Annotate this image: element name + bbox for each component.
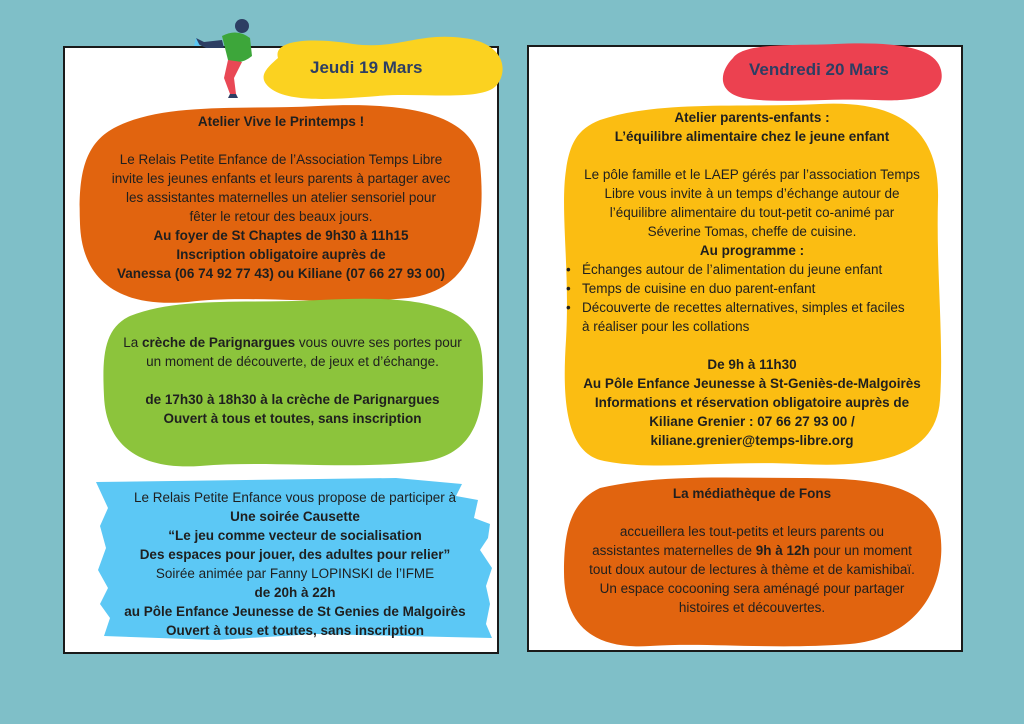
printemps-body-line: les assistantes maternelles un atelier sensoriel pour [126, 190, 436, 205]
printemps-workshop-blob [78, 104, 484, 304]
parents-workshop-title: Atelier parents-enfants : [674, 110, 830, 125]
soiree-open: Ouvert à tous et toutes, sans inscription [165, 623, 425, 638]
creche-rest: vous ouvre ses portes pour [295, 335, 462, 350]
programme-item: • Échanges autour de l’alimentation du jeune enfant [560, 260, 944, 279]
parents-contact: Kiliane Grenier : 07 66 27 93 00 / [649, 414, 855, 429]
printemps-body-line: invite les jeunes enfants et leurs parents à partager avec [111, 171, 451, 186]
thursday-date: Jeudi 19 Mars [310, 58, 423, 77]
printemps-body-line: fêter le retour des beaux jours. [189, 209, 373, 224]
soiree-quote-line: “Le jeu comme vecteur de socialisation [168, 528, 422, 543]
friday-date-blob [715, 40, 945, 104]
mediatheque-line2a: assistantes maternelles de [592, 543, 756, 558]
mediatheque-line: accueillera les tout-petits et leurs parents ou [619, 524, 885, 539]
printemps-body-line: Le Relais Petite Enfance de l’Association Temps Libre [119, 152, 443, 167]
parents-info: Informations et réservation obligatoire auprès de [594, 395, 910, 410]
creche-blob [100, 296, 485, 468]
programme-label: Au programme : [699, 243, 805, 258]
programme-item-continued: à réaliser pour les collations [582, 319, 750, 334]
creche-lead: La [123, 335, 143, 350]
programme-list [560, 260, 944, 317]
soiree-host: Soirée animée par Fanny LOPINSKI de l’IFME [155, 566, 435, 581]
programme-item: • Temps de cuisine en duo parent-enfant [560, 279, 944, 298]
mediatheque-blob [560, 472, 944, 648]
printemps-location: Au foyer de St Chaptes de 9h30 à 11h15 [153, 228, 409, 243]
child-climbing-icon [192, 16, 262, 98]
creche-line2: un moment de découverte, de jeux et d’échange. [146, 354, 439, 369]
parents-workshop-subtitle: L’équilibre alimentaire chez le jeune enfant [614, 129, 890, 144]
thursday-date-blob [258, 30, 508, 100]
parents-enfants-workshop-blob [560, 100, 944, 470]
parents-place: Au Pôle Enfance Jeunesse à St-Geniès-de-Malgoirès [583, 376, 921, 391]
soiree-place: au Pôle Enfance Jeunesse de St Genies de Malgoirès [124, 604, 466, 619]
mediatheque-line2c: pour un moment [809, 543, 912, 558]
soiree-intro: Le Relais Petite Enfance vous propose de participer à [134, 490, 456, 505]
parents-body-line: Séverine Tomas, cheffe de cuisine. [647, 224, 857, 239]
mediatheque-title: La médiathèque de Fons [672, 486, 832, 501]
soiree-name: Une soirée Causette [230, 509, 360, 524]
soiree-causette-blob [96, 478, 494, 640]
soiree-time: de 20h à 22h [254, 585, 336, 600]
mediatheque-line: Un espace cocooning sera aménagé pour partager [599, 581, 905, 596]
parents-body-line: Le pôle famille et le LAEP gérés par l’association Temps [584, 167, 920, 182]
printemps-title: Atelier Vive le Printemps ! [197, 114, 365, 129]
soiree-quote-line: Des espaces pour jouer, des adultes pour relier” [139, 547, 451, 562]
friday-date: Vendredi 20 Mars [749, 60, 889, 79]
mediatheque-line: histoires et découvertes. [678, 600, 826, 615]
creche-name: crèche de Parignargues [142, 335, 296, 350]
programme-item: • Découverte de recettes alternatives, simples et faciles [560, 298, 944, 317]
parents-time: De 9h à 11h30 [707, 357, 797, 372]
parents-body-line: Libre vous invite à un temps d’échange autour de [604, 186, 900, 201]
creche-open: Ouvert à tous et toutes, sans inscription [163, 411, 422, 426]
printemps-contacts: Vanessa (06 74 92 77 43) ou Kiliane (07 66 27 93 00) [117, 266, 445, 281]
creche-time: de 17h30 à 18h30 à la crèche de Parignargues [145, 392, 440, 407]
parents-body-line: l’équilibre alimentaire du tout-petit co-animé par [609, 205, 895, 220]
parents-email: kiliane.grenier@temps-libre.org [650, 433, 854, 448]
mediatheque-hours: 9h à 12h [755, 543, 810, 558]
printemps-signup: Inscription obligatoire auprès de [176, 247, 386, 262]
mediatheque-line: tout doux autour de lectures à thème et de kamishibaï. [589, 562, 915, 577]
